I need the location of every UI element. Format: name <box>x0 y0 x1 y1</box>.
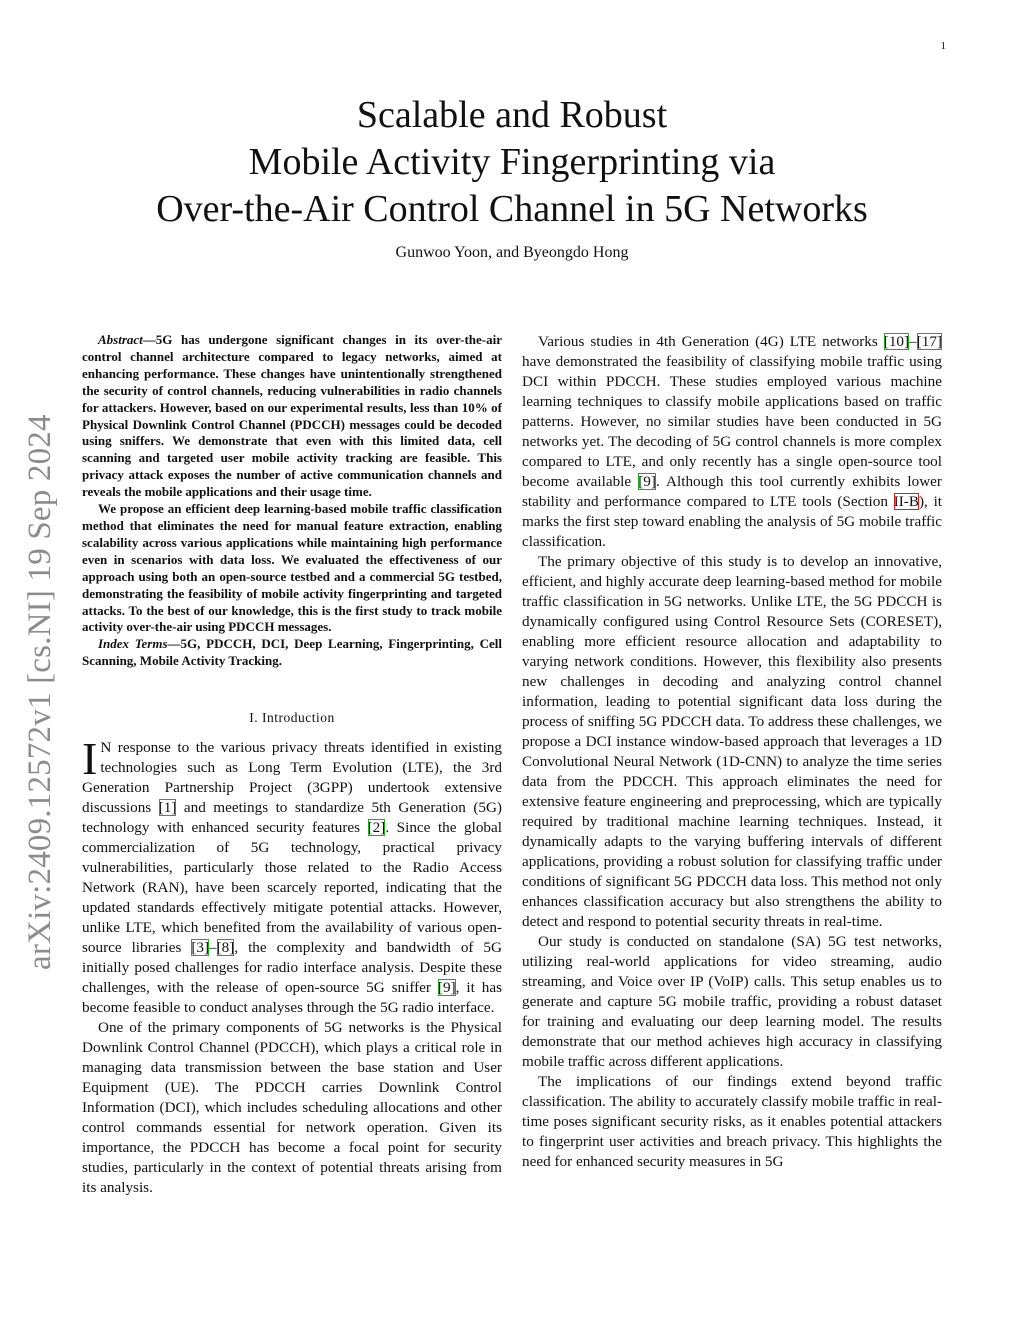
right-column <box>522 332 942 1172</box>
intro-paragraph-4: The primary objective of this study is to develop an innovative, efficient, and highly accurate deep learning-based method for mobile traffic classification in 5G networks. Unlike LTE, the 5G PDCCH is dynamically configured using Control Resource Sets (CORESET), enabling more efficient resource allocation and adaptability to varying network conditions. However, this flexibility also presents new challenges in decoding and analyzing control channel information, leading to potential significant data loss during the process of sniffing 5G PDCCH data. To address these challenges, we propose a DCI instance window-based approach that leverages a 1D Convolutional Neural Network (1D-CNN) to analyze the time series data from the PDCCH. This approach eliminates the need for extensive feature engineering and preprocessing, which are typically required by traditional machine learning techniques. Instead, it dynamically adapts to the varying buffering intervals of different applications, providing a robust solution for classifying traffic under conditions of significant 5G PDCCH data loss. This method not only enhances classification accuracy but also strengthens the ability to detect and respond to potential security threats in real-time. <box>522 553 942 930</box>
abstract-paragraph-1 <box>82 332 502 501</box>
citation-link-3[interactable]: [3] <box>191 939 210 957</box>
intro-p3-text: have demonstrated the feasibility of classifying mobile traffic using DCI within PDCCH. These studies employed various machine learning techniques to classify mobile applications based on traffic patterns. However, no similar studies have been conducted in 5G networks yet. The decoding of 5G control channels is more complex compared to LTE, and only recently has a single open-source tool become available <box>522 353 942 490</box>
intro-p1-text: N response to the various privacy threats identified in existing technologies such as Long Term Evolution (LTE), the 3rd Generation Partnership Project (3GPP) undertook extensive discussions <box>82 739 502 817</box>
abstract <box>82 332 502 670</box>
intro-p3-text: . Although this tool currently exhibits lower stability and performance compared to LTE tools (Section <box>522 473 942 510</box>
intro-p1-text: . Since the global commercialization of 5G technology, practical privacy vulnerabilities, particularly those related to the Radio Access Network (RAN), have been scarcely reported, indicating that the updated standards effectively mitigate potential attacks. However, unlike LTE, which benefited from the availability of various open-source libraries <box>82 819 502 957</box>
title-line-3: Over-the-Air Control Channel in 5G Networks <box>156 188 868 230</box>
citation-link-2[interactable]: [2] <box>367 819 386 837</box>
citation-link-1[interactable]: [1] <box>158 799 177 817</box>
citation-link-9[interactable]: [9] <box>437 979 456 997</box>
intro-p1-text: and meetings to standardize 5th Generation (5G) technology with enhanced security features <box>82 799 502 837</box>
citation-link-8[interactable]: [8] <box>216 939 235 957</box>
citation-link-17[interactable]: [17] <box>916 333 942 350</box>
intro-p3-text: Various studies in 4th Generation (4G) LTE networks <box>538 333 884 350</box>
citation-link-9b[interactable]: [9] <box>638 473 656 490</box>
page-number: 1 <box>940 40 946 52</box>
citation-link-10[interactable]: [10] <box>883 333 910 350</box>
abstract-label: Abstract <box>98 332 143 347</box>
intro-paragraph-3 <box>522 332 942 552</box>
intro-paragraph-6: The implications of our findings extend beyond traffic classification. The ability to accurately classify mobile traffic in real-time poses significant security risks, as it enables potential attackers to fingerprint user activities and breach privacy. This highlights the need for enhanced security measures in 5G <box>522 1073 942 1170</box>
arxiv-identifier-stamp: arXiv:2409.12572v1 [cs.NI] 19 Sep 2024 <box>22 414 58 970</box>
index-terms-text: —5G, PDCCH, DCI, Deep Learning, Fingerprinting, Cell Scanning, Mobile Activity Tracking. <box>82 636 502 669</box>
abstract-paragraph-2: We propose an efficient deep learning-based mobile traffic classification method that eliminates the need for manual feature extraction, enabling scalability across various applications while maintaining high performance even in scenarios with data loss. We evaluated the effectiveness of our approach using both an open-source testbed and a commercial 5G testbed, demonstrating the feasibility of mobile activity fingerprinting and targeted attacks. To the best of our knowledge, this is the first study to track mobile activity over-the-air using PDCCH messages. <box>82 501 502 635</box>
abstract-text-1: —5G has undergone significant changes in its over-the-air control channel architecture compared to legacy networks, aimed at enhancing performance. These changes have unintentionally strengthened the security of control channels, reducing vulnerabilities in radio channels for attackers. However, based on our experimental results, less than 10% of Physical Downlink Control Channel (PDCCH) messages could be decoded using sniffers. We demonstrate that even with this limited data, cell scanning and targeted user mobile activity tracking are feasible. This privacy attack exposes the number of active communication channels and reveals the mobile applications and their usage time. <box>82 332 502 500</box>
index-terms-label: Index Terms <box>98 636 168 652</box>
intro-p1-text: – <box>209 939 217 957</box>
intro-paragraph-2: One of the primary components of 5G networks is the Physical Downlink Control Channel (PDCCH), which plays a critical role in managing data transmission between the base station and User Equipment (UE). The PDCCH carries Downlink Control Information (DCI), which includes scheduling allocations and other control commands essential for network operation. Given its importance, the PDCCH has become a focal point for security studies, particularly in the context of potential threats arising from its analysis. <box>82 1019 502 1197</box>
title-line-1: Scalable and Robust <box>356 94 668 136</box>
intro-paragraph-5: Our study is conducted on standalone (SA) 5G test networks, utilizing real-world applications for video streaming, audio streaming, and Voice over IP (VoIP) calls. This setup enables us to generate and capture 5G mobile traffic, providing a robust dataset for training and evaluating our deep learning model. The results demonstrate that our method achieves high accuracy in classifying mobile traffic across different applications. <box>522 933 942 1070</box>
section-heading-introduction: I. Introduction <box>249 710 335 726</box>
introduction-left-body <box>82 733 503 1198</box>
author-list: Gunwoo Yoon, and Byeongdo Hong <box>395 244 629 261</box>
drop-cap: I <box>82 733 98 785</box>
intro-p1-text: , it has become feasible to conduct analyses through the 5G radio interface. <box>82 979 503 1017</box>
intro-p1-text: , the complexity and bandwidth of 5G initially posed challenges for radio interface analysis. Despite these challenges, with the release of open-source 5G sniffer <box>82 939 502 997</box>
intro-paragraph-1 <box>82 733 503 1018</box>
section-link-II-B[interactable]: II-B <box>893 493 919 510</box>
intro-p3-text: – <box>909 333 917 350</box>
paper-title <box>0 92 1024 233</box>
introduction-right-body <box>522 332 942 1172</box>
intro-p3-text: ), it marks the first step toward enabling the analysis of 5G mobile traffic classification. <box>522 493 943 550</box>
left-column <box>82 332 502 1198</box>
title-line-2: Mobile Activity Fingerprinting via <box>248 141 776 183</box>
index-terms <box>82 636 502 670</box>
